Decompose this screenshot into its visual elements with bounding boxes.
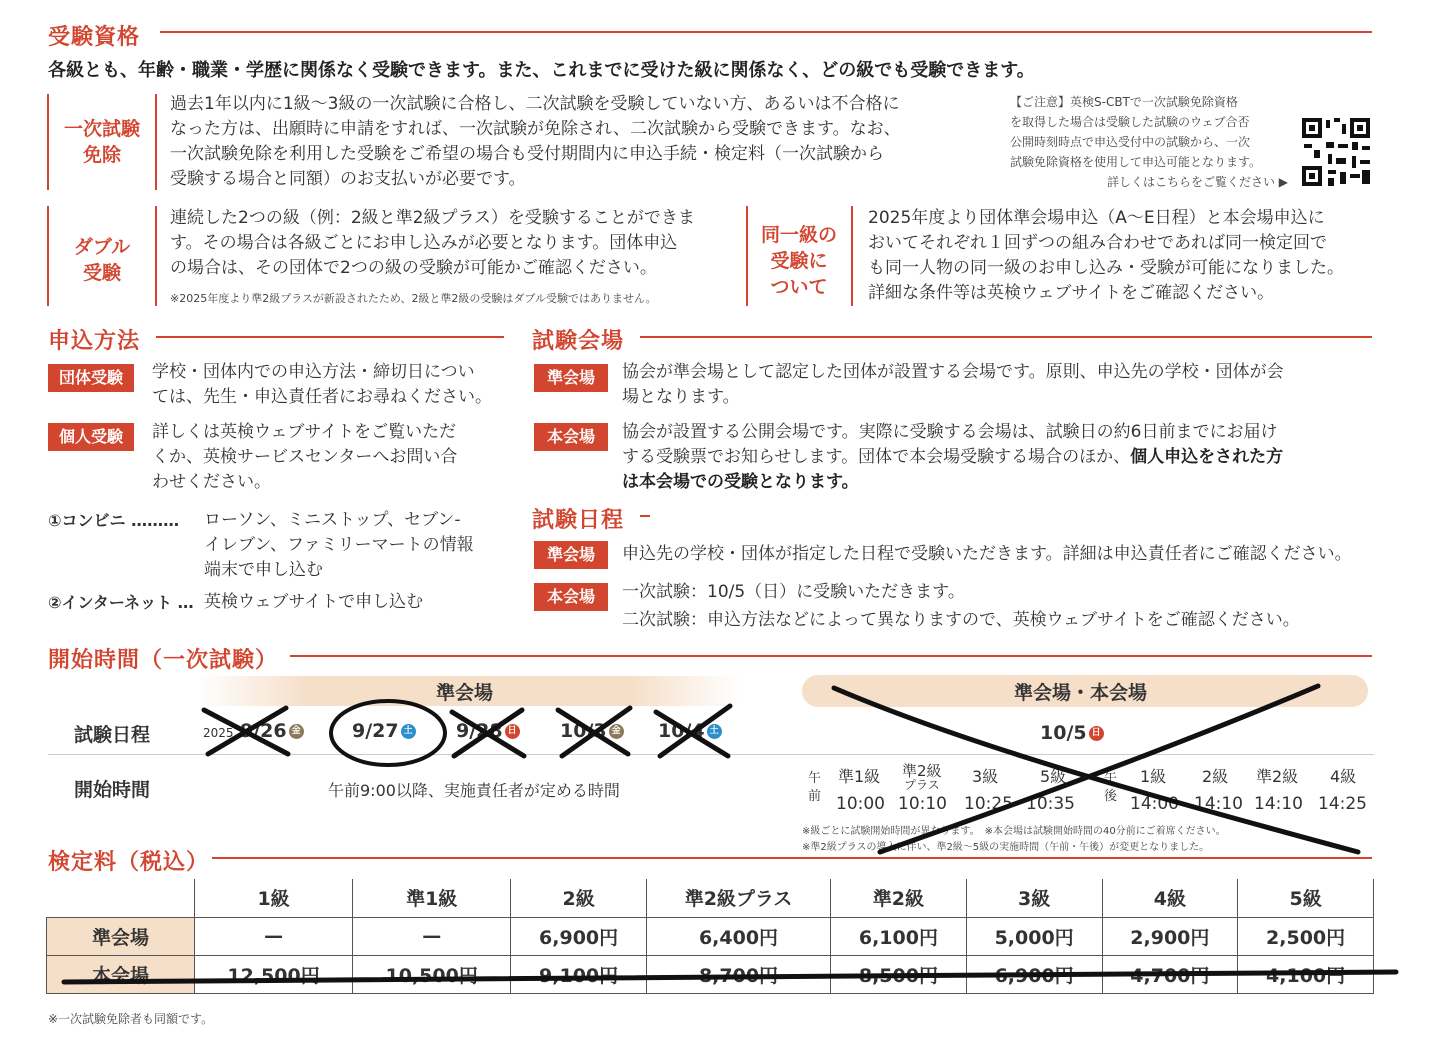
heading-rule [212,857,1372,859]
pm-grade-4: 4級 [1330,767,1357,786]
divider [746,206,748,306]
pm-grade-2: 2級 [1202,767,1229,786]
eligibility-intro: 各級とも、年齢・職業・学歴に関係なく受験できます。また、これまでに受けた級に関係なく、どの級でも受験できます。 [48,60,1035,81]
am-time-1: 10:00 [836,794,885,814]
schedule-heading: 試験日程 [532,508,625,533]
group-tag: 団体受験 [48,364,134,392]
grade-header: 準2級 [831,879,967,917]
double-text: 連続した2つの級（例：2級と準2級プラス）を受験することができま す。その場合は各級ごとにお申し込みが必要となります。団体申込 の場合は、その団体で2つの級の受験が可能かご確認ください。 [170,208,695,278]
heading-rule [640,336,1372,338]
grade-header: 5級 [1238,879,1374,917]
fee-cell: 12,500円 [195,955,353,993]
double-label: ダブル 受験 [73,236,131,284]
convenience-text: ローソン、ミニストップ、セブン- イレブン、ファミリーマートの情報 端末で申し込む [204,510,474,580]
fee-cell: 8,500円 [831,955,967,993]
am-label: 午 前 [808,771,822,804]
same-grade-label: 同一級の 受験に ついて [760,224,837,298]
fee-cell: — [353,917,511,955]
semi-venue-text: 協会が準会場として認定した団体が設置する会場です。原則、申込先の学校・団体が会 場となります。 [622,362,1284,407]
schedule-semi-tag: 準会場 [534,541,608,569]
date-10-4: 10/4 土 [658,720,722,742]
date-9-26: 9/26 金 [240,720,304,742]
fee-footnote: ※一次試験免除者も同額です。 [48,1012,214,1026]
date-9-28: 9/28 日 [456,720,520,742]
divider [47,94,49,190]
grade-header: 準2級プラス [646,879,830,917]
fee-cell: — [195,917,353,955]
venue-heading: 試験会場 [532,329,625,354]
group-text: 学校・団体内での申込方法・締切日につい ては、先生・申込責任者にお尋ねください。 [152,362,492,407]
grade-header: 3級 [966,879,1102,917]
fee-cell: 6,400円 [646,917,830,955]
grade-header: 2級 [511,879,647,917]
main-venue-tag: 本会場 [534,423,608,451]
time-note-2: ※準2級プラスの導入に伴い、準2級〜5級の実施時間（午前・午後）が変更となりました。 [802,842,1210,853]
qr-code-icon[interactable] [1300,116,1372,188]
table-row [47,917,1374,955]
fee-cell: 6,900円 [966,955,1102,993]
am-time-3: 10:25 [964,794,1013,814]
fee-cell: 6,100円 [831,917,967,955]
fee-cell: 5,000円 [966,917,1102,955]
fee-cell: 2,500円 [1238,917,1374,955]
exemption-label: 一次試験 免除 [63,118,140,166]
pm-label: 午 後 [1104,771,1118,804]
row-label: 本会場 [47,955,195,993]
grade-header: 4級 [1102,879,1238,917]
heading-rule [640,515,650,517]
handwritten-strike [60,966,1400,990]
divider [155,94,157,190]
fees-heading: 検定料（税込） [48,850,210,875]
fee-cell: 2,900円 [1102,917,1238,955]
am-time-4: 10:35 [1026,794,1075,814]
date-10-3: 10/3 金 [560,720,624,742]
am-grade-1: 準1級 [838,767,881,786]
date-9-27: 9/27 土 [352,720,416,742]
divider [851,206,853,306]
schedule-main-line1: 一次試験：10/5（日）に受験いただきます。 [622,582,965,602]
grade-header: 1級 [195,879,353,917]
fee-cell: 6,900円 [511,917,647,955]
heading-rule [160,31,1372,33]
both-header: 準会場・本会場 [1014,682,1148,704]
fee-cell: 4,100円 [1238,955,1374,993]
details-link[interactable]: 詳しくはこちらをご覧ください ▶ [1106,175,1288,189]
pm-time-4: 14:25 [1318,794,1367,814]
semi-time-text: 午前9:00以降、実施責任者が定める時間 [328,781,620,800]
pm-grade-3: 準2級 [1256,767,1299,786]
heading-rule [156,336,504,338]
pm-grade-1: 1級 [1140,767,1167,786]
date-row-label: 試験日程 [74,724,151,746]
double-note: ※2025年度より準2級プラスが新設されたため、2級と準2級の受験はダブル受験ではありません。 [170,292,657,305]
start-time-heading: 開始時間（一次試験） [48,648,279,673]
internet-label: ②インターネット … [48,593,194,612]
fee-cell: 10,500円 [353,955,511,993]
row-label: 準会場 [47,917,195,955]
pm-time-3: 14:10 [1254,794,1303,814]
grade-header: 準1級 [353,879,511,917]
handwritten-cross [820,676,1370,856]
fee-cell: 8,700円 [646,955,830,993]
am-grade-3: 3級 [972,767,999,786]
heading-rule [290,655,1372,657]
date-10-5: 10/5 日 [1040,722,1104,744]
schedule-semi-text: 申込先の学校・団体が指定した日程で受験いただきます。詳細は申込責任者にご確認ください。 [622,544,1352,564]
handwritten-marks [190,692,750,772]
fee-cell: 9,100円 [511,955,647,993]
convenience-label: ①コンビニ ……… [48,511,180,530]
pm-time-1: 14:00 [1130,794,1179,814]
divider [47,206,49,306]
same-grade-text: 2025年度より団体準会場申込（A〜E日程）と本会場申込に おいてそれぞれ１回ずつの組み合わせであれば同一検定回で も同一人物の同一級のお申し込み・受験が可能になりました。 詳細な条件等は英検ウェブサイトをご確認ください。 [868,208,1344,303]
internet-text: 英検ウェブサイトで申し込む [204,592,424,612]
schedule-main-tag: 本会場 [534,583,608,611]
semi-venue-tag: 準会場 [534,364,608,392]
personal-tag: 個人受験 [48,423,134,451]
divider [155,206,157,306]
fee-cell: 4,700円 [1102,955,1238,993]
am-time-2: 10:10 [898,794,947,814]
year-label: 2025 [203,726,234,740]
schedule-main-line2: 二次試験：申込方法などによって異なりますので、英検ウェブサイトをご確認ください。 [622,610,1300,630]
am-grade-2: 準2級 プラス [902,762,942,792]
exemption-note: 【ご注意】英検S-CBTで一次試験免除資格 を取得した場合は受験した試験のウェブ合否 公開時刻時点で申込受付中の試験から、一次 試験免除資格を使用して申込可能となります。 詳しくはこちらをご覧ください ▶ [1010,92,1288,192]
exemption-text: 過去1年以内に1級〜3級の一次試験に合格し、二次試験を受験していない方、あるいは不合格に なった方は、出願時に申請をすれば、一次試験が免除され、二次試験から受験できます。なお、 一次試験免除を利用した受験をご希望の場合も受付期間内に申込手続・検定料（一次試験から 受験する場合と同額）のお支払いが必要です。 [170,94,901,189]
am-grade-4: 5級 [1040,767,1067,786]
semi-header: 準会場 [436,682,494,704]
pm-time-2: 14:10 [1194,794,1243,814]
apply-heading: 申込方法 [48,329,141,354]
time-note-1: ※級ごとに試験開始時間が異なります。 ※本会場は試験開始時間の40分前にご着席ください。 [802,826,1226,837]
time-row-label: 開始時間 [74,779,151,801]
personal-text: 詳しくは英検ウェブサイトをご覧いただ くか、英検サービスセンターへお問い合 わせください。 [152,422,458,492]
eligibility-heading: 受験資格 [48,25,141,50]
main-venue-text: 協会が設置する公開会場です。実際に受験する会場は、試験日の約6日前までにお届け する受験票でお知らせします。団体で本会場受験する場合のほか、個人申込をされた方 は本会場での受験となります。 [622,422,1284,492]
